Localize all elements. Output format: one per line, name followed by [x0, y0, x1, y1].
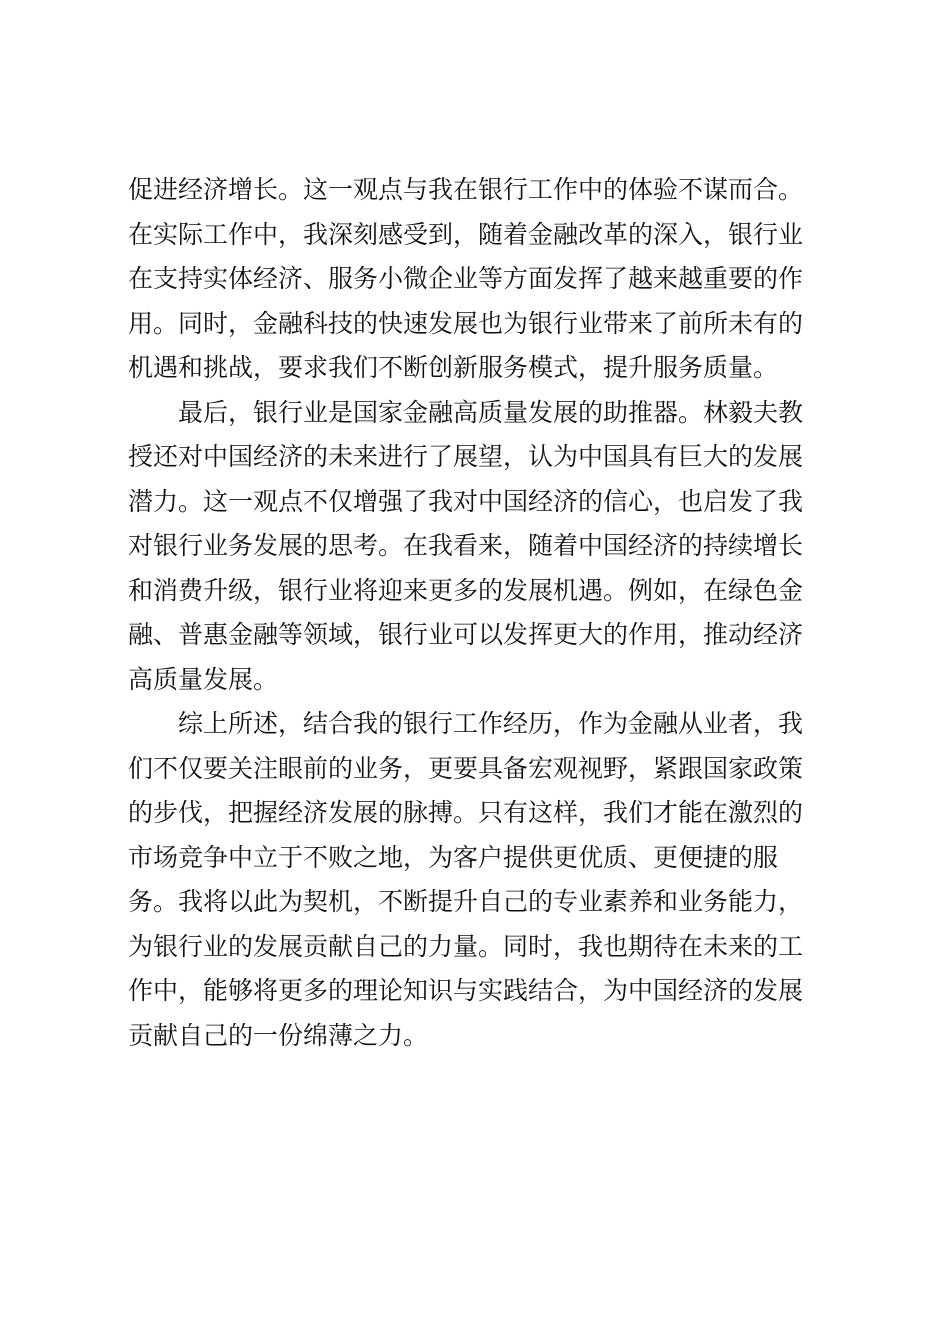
paragraph-line: 机遇和挑战，要求我们不断创新服务模式，提升服务质量。 — [128, 353, 779, 382]
paragraph-line: 授还对中国经济的未来进行了展望，认为中国具有巨大的发展 — [128, 442, 804, 471]
paragraph-line: 高质量发展。 — [128, 664, 279, 694]
paragraph-line: 和消费升级，银行业将迎来更多的发展机遇。例如，在绿色金 — [128, 575, 804, 605]
paragraph-line: 对银行业务发展的思考。在我看来，随着中国经济的持续增长 — [128, 531, 804, 560]
paragraph-line: 综上所述，结合我的银行工作经历，作为金融从业者，我 — [178, 709, 804, 738]
paragraph-1 — [128, 168, 828, 391]
paragraph-line: 融、普惠金融等领域，银行业可以发挥更大的作用，推动经济 — [128, 620, 804, 649]
paragraph-line: 为银行业的发展贡献自己的力量。同时，我也期待在未来的工 — [128, 931, 804, 961]
paragraph-line: 务。我将以此为契机，不断提升自己的专业素养和业务能力， — [128, 887, 804, 916]
paragraph-line: 最后，银行业是国家金融高质量发展的助推器。林毅夫教 — [178, 397, 804, 427]
paragraph-line: 贡献自己的一份绵薄之力。 — [128, 1020, 429, 1050]
paragraph-line: 潜力。这一观点不仅增强了我对中国经济的信心，也启发了我 — [128, 486, 804, 516]
paragraph-line: 作中，能够将更多的理论知识与实践结合，为中国经济的发展 — [128, 976, 804, 1005]
paragraph-line: 的步伐，把握经济发展的脉搏。只有这样，我们才能在激烈的 — [128, 798, 804, 827]
paragraph-line: 促进经济增长。这一观点与我在银行工作中的体验不谋而合。 — [128, 175, 804, 204]
paragraph-line: 市场竞争中立于不败之地，为客户提供更优质、更便捷的服 — [128, 842, 779, 872]
paragraph-line: 们不仅要关注眼前的业务，更要具备宏观视野，紧跟国家政策 — [128, 753, 804, 783]
document-body — [128, 168, 828, 1058]
paragraph-2 — [128, 391, 828, 703]
paragraph-line: 在实际工作中，我深刻感受到，随着金融改革的深入，银行业 — [128, 219, 804, 249]
paragraph-line: 用。同时，金融科技的快速发展也为银行业带来了前所未有的 — [128, 308, 804, 338]
paragraph-line: 在支持实体经济、服务小微企业等方面发挥了越来越重要的作 — [128, 264, 804, 293]
paragraph-3 — [128, 702, 828, 1058]
